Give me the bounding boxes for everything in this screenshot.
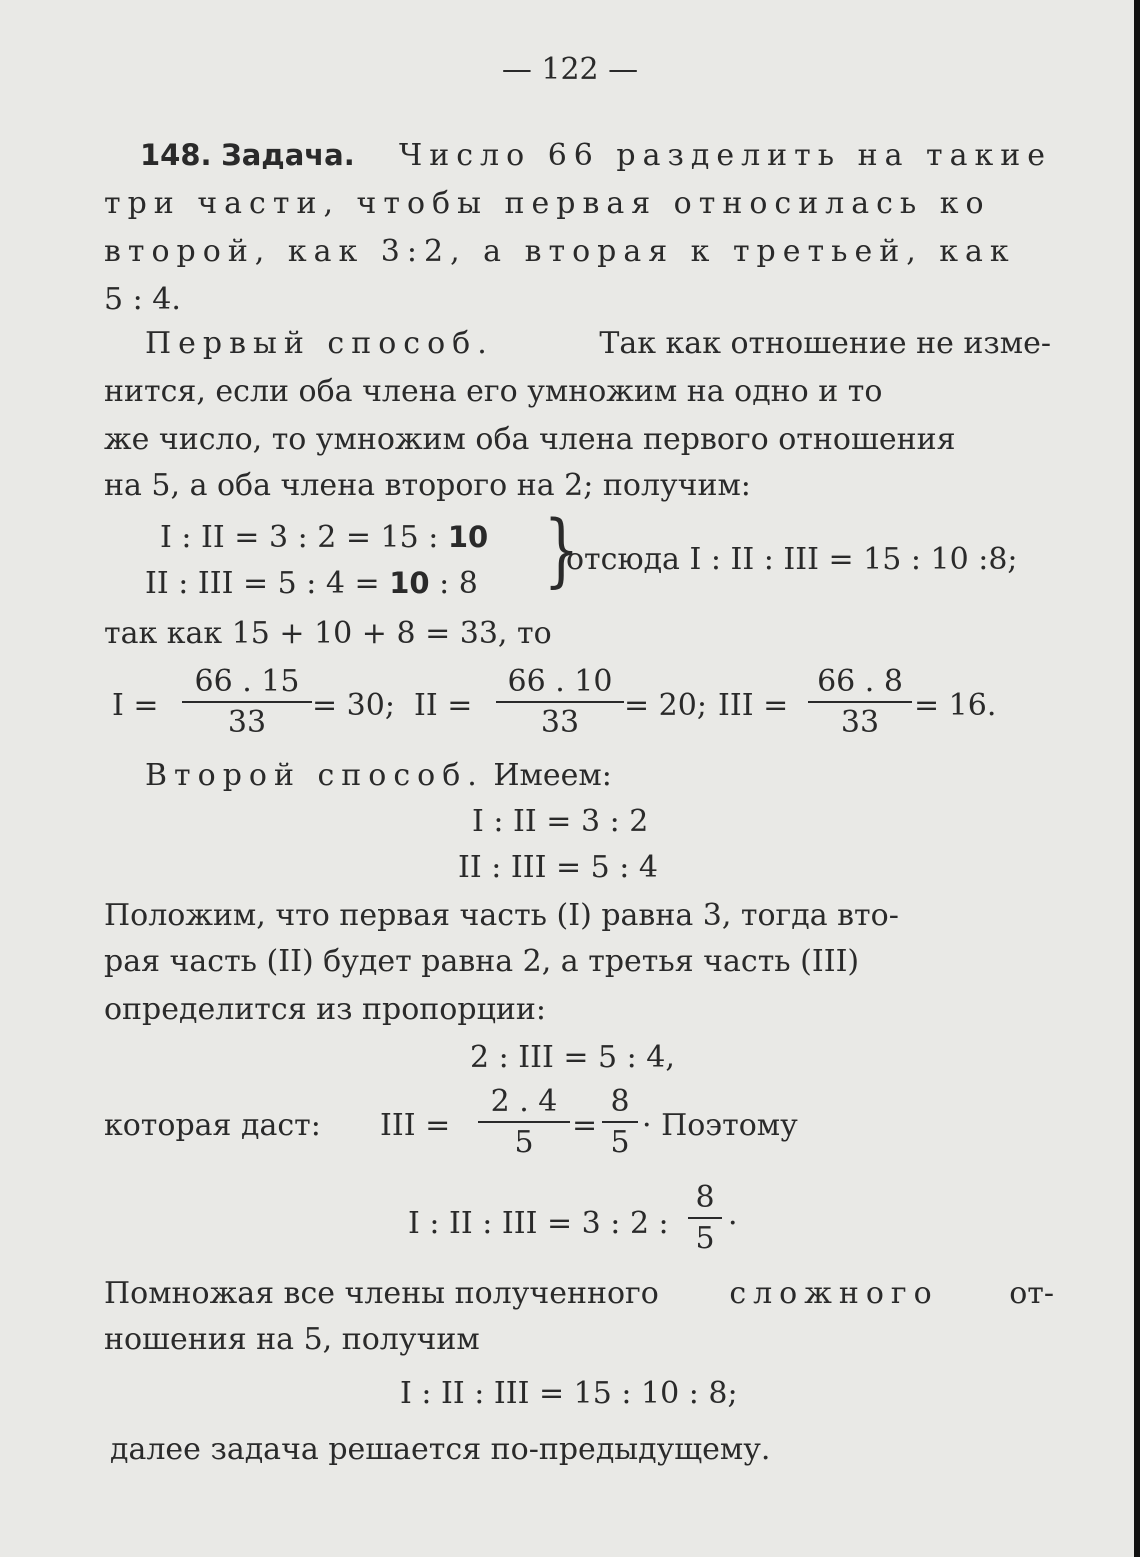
method2-para-2: рая часть (II) будет равна 2, а третья часть (III)	[104, 944, 860, 979]
gives-numerator-2: 8	[610, 1084, 630, 1119]
calc-I-result: = 30;	[312, 688, 395, 723]
para-4-spaced: сложного	[729, 1276, 939, 1311]
fraction-bar	[808, 701, 912, 703]
calc-II-denominator: 33	[540, 705, 580, 740]
conclusion: далее задача решается по-предыдущему.	[110, 1432, 771, 1467]
calc-II-label: II =	[414, 688, 473, 723]
method2-para-5: ношения на 5, получим	[104, 1322, 480, 1357]
method1-line-2: нится, если оба члена его умножим на одно и то	[104, 374, 883, 409]
method2-eq-1: I : II = 3 : 2	[472, 804, 649, 839]
fraction-bar	[496, 701, 624, 703]
fraction-bar	[688, 1217, 722, 1219]
gives-III: III =	[380, 1108, 451, 1143]
calc-II-numerator: 66 . 10	[507, 664, 613, 699]
method2-para-4	[104, 1276, 1054, 1311]
problem-text: Число 66 разделить на такие	[399, 138, 1052, 173]
since-line: так как 15 + 10 + 8 = 33, то	[104, 616, 552, 651]
calc-III-fraction	[808, 664, 912, 740]
calc-III-numerator: 66 . 8	[817, 664, 903, 699]
ratio-1	[160, 520, 488, 555]
hence-ratio: отсюда I : II : III = 15 : 10 :8;	[566, 542, 1018, 577]
gives-text: которая даст:	[104, 1108, 321, 1143]
problem-line-1	[140, 138, 1052, 173]
ratio-2	[145, 566, 478, 601]
para-4-pre: Помножая все члены полученного	[104, 1276, 659, 1311]
method1-text: Так как отношение не изме-	[599, 326, 1051, 361]
gives-fraction-1	[478, 1084, 570, 1160]
ratio-1-bold: 10	[447, 520, 489, 554]
method1-label: Первый способ.	[145, 326, 494, 361]
therefore-text: · Поэтому	[642, 1108, 798, 1143]
ratio-fraction-text: I : II : III = 3 : 2 :	[408, 1206, 669, 1241]
problem-line-4: 5 : 4.	[104, 282, 181, 317]
final-ratio: I : II : III = 15 : 10 : 8;	[400, 1376, 738, 1411]
calc-I-numerator: 66 . 15	[194, 664, 300, 699]
calc-II-fraction	[496, 664, 624, 740]
problem-number: 148.	[140, 138, 212, 172]
ratio-2-bold: 10	[389, 566, 430, 600]
ratio-1-text: I : II = 3 : 2 = 15 :	[160, 520, 439, 555]
method2-eq-2: II : III = 5 : 4	[458, 850, 658, 885]
method1-line-3: же число, то умножим оба члена первого отношения	[104, 422, 956, 457]
gives-numerator-1: 2 . 4	[490, 1084, 558, 1119]
ratio-numerator: 8	[695, 1180, 715, 1215]
calc-II-result: = 20;	[624, 688, 707, 723]
calc-III-label: III =	[718, 688, 789, 723]
fraction-bar	[478, 1121, 570, 1123]
method2-label: Второй способ.	[145, 758, 484, 793]
method2-para-1: Положим, что первая часть (I) равна 3, тогда вто-	[104, 898, 899, 933]
curly-brace: }	[543, 503, 580, 596]
gives-equals: =	[572, 1108, 598, 1143]
problem-line-2: три части, чтобы первая относилась ко	[104, 186, 991, 221]
ratio-2-pre: II : III = 5 : 4 =	[145, 566, 380, 601]
gives-fraction-2	[602, 1084, 638, 1160]
calc-III-denominator: 33	[840, 705, 880, 740]
method1-line-1	[145, 326, 1051, 361]
calc-I-denominator: 33	[227, 705, 267, 740]
para-4-post: от-	[1009, 1276, 1054, 1311]
ratio-dot: ·	[728, 1206, 738, 1241]
problem-title: Задача.	[221, 138, 355, 172]
ratio-fraction	[688, 1180, 722, 1256]
calc-III-result: = 16.	[914, 688, 997, 723]
proportion: 2 : III = 5 : 4,	[470, 1040, 675, 1075]
page-number: — 122 —	[501, 52, 639, 87]
calc-I-label: I =	[112, 688, 159, 723]
method2-line-1	[145, 758, 612, 793]
ratio-denominator: 5	[695, 1221, 715, 1256]
method2-intro: Имеем:	[493, 758, 612, 793]
method2-para-3: определится из пропорции:	[104, 992, 546, 1027]
method1-line-4: на 5, а оба члена второго на 2; получим:	[104, 468, 751, 503]
problem-line-3: второй, как 3:2, а вторая к третьей, как	[104, 234, 1016, 269]
ratio-2-post: : 8	[439, 566, 478, 601]
fraction-bar	[602, 1121, 638, 1123]
gives-denominator-1: 5	[514, 1125, 534, 1160]
calc-I-fraction	[182, 664, 312, 740]
gives-denominator-2: 5	[610, 1125, 630, 1160]
fraction-bar	[182, 701, 312, 703]
